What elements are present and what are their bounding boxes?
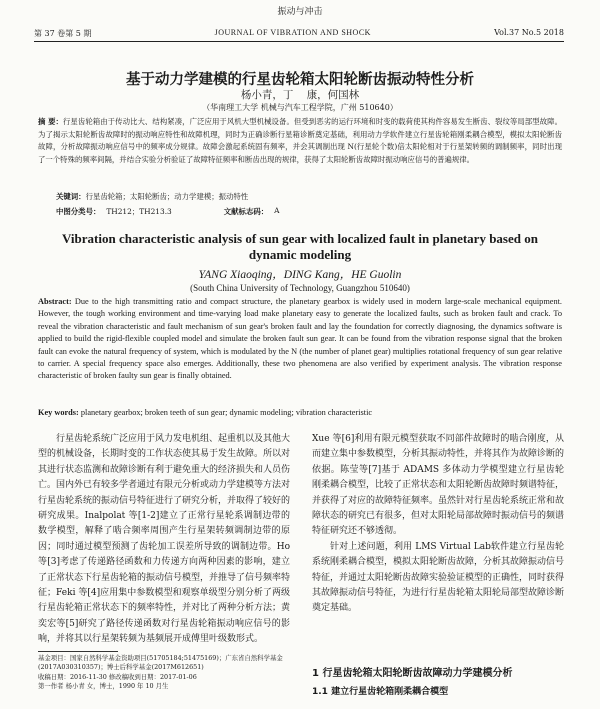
- chinese-affiliation: （华南理工大学 机械与汽车工程学院，广州 510640）: [202, 103, 398, 112]
- doc-code-label: 文献标志码：: [223, 207, 269, 216]
- chinese-keywords: [56, 191, 248, 202]
- chinese-keywords-label: 关键词：: [56, 192, 86, 201]
- clc-value: TH212；TH213.3: [106, 207, 172, 216]
- chinese-keywords-text: 行星齿轮箱；太阳轮断齿；动力学建模；振动特性: [85, 192, 249, 201]
- english-abstract-text: Due to the high transmitting ratio and compact structure, the planetary gearbox is widely used in modern large-scale mechanical equipment. However, the tough working environment and time-varying load make planetary easy to generate the localized faults, such as broken fault and crack. To reveal the vibration characteristic and fault mechanism of sun gear's broken fault and lay the foundation for correctly diagnosing, the dynamics software is applied to build the rigid-flexible coupled model and simulate the broken fault sun gear. It can be found from the vibration response signal that the broken fault can evoke the natural frequency of system, which is modulated by the N (the number of planet gear) multiplies rotational frequency of sun gear relative to carrier. A special frequency space also emerges. Additionally, these two phenomena are also verified by experiment analysis. The vibration response characteristic of broken faulty sun gear is finally obtained.: [38, 297, 562, 381]
- chinese-authors: 杨小青，丁 康，何国林: [240, 89, 360, 101]
- body-right-continuation: Xue 等[6]利用有限元模型获取不同部件故障时的啮合刚度，从而建立集中参数模型，分析其振动特性，并将其作为故障诊断的依据。陈莹等[7]基于 ADAMS 多体动力学模型建立行星齿轮刚柔耦合模型，比较了正常状态和太阳轮断齿故障时频谱特征，并获得了对应的故障特征频率。虽然针对行星齿轮系统正常和故障状态的研究已有很多，但对太阳轮局部故障时振动信号的频谱特征研究还不够透彻。: [312, 434, 565, 537]
- body-right-paragraph: 针对上述问题，利用 LMS Virtual Lab软件建立行星齿轮系统刚柔耦合模型，模拟太阳轮断齿故障，分析其故障振动信号特征，并通过太阳轮断齿故障实验验证模型的正确性，同时获得其故障振动信号特征，为进行行星齿轮箱太阳轮局部型故障诊断奠定基础。: [312, 541, 565, 614]
- english-abstract: [38, 296, 562, 383]
- header-issue: 第 37 卷第 5 期: [34, 29, 92, 38]
- doc-code-value: A: [274, 206, 280, 215]
- footnote-divider: [38, 651, 118, 652]
- english-abstract-label: Abstract:: [38, 297, 72, 306]
- chinese-abstract-label: 摘 要：: [38, 117, 63, 126]
- journal-header: [34, 28, 564, 42]
- english-keywords: [38, 408, 562, 417]
- english-keywords-label: Key words:: [38, 408, 79, 417]
- english-authors: YANG Xiaoqing，DING Kang，HE Guolin: [198, 269, 402, 281]
- english-keywords-text: planetary gearbox; broken teeth of sun gear; dynamic modeling; vibration characteristic: [80, 408, 373, 417]
- footnote: 基金项目：国家自然科学基金资助项目(51705184;51475169)；广东省自然科学基金(2017A030310357)；博士后科学基金(2017M612651) 收稿日期：2016-11-30 修改稿收到日期：2017-01-06 第一作者 杨小青 女，博士，1990 年 10 月生: [38, 654, 283, 690]
- english-title: Vibration characteristic analysis of sun gear with localized fault in planetary based on dynamic modeling: [62, 231, 538, 262]
- classification-line: [56, 206, 279, 217]
- section-heading-1-1: 1.1 建立行星齿轮箱刚柔耦合模型: [312, 687, 449, 697]
- header-volume: Vol.37 No.5 2018: [494, 28, 564, 37]
- header-journal-name: JOURNAL OF VIBRATION AND SHOCK: [214, 28, 371, 37]
- section-heading-1: 1 行星齿轮箱太阳轮断齿故障动力学建模分析: [312, 668, 513, 679]
- body-right-column: [312, 432, 564, 617]
- running-title: 振动与冲击: [277, 7, 323, 17]
- body-left-column: 行星齿轮系统广泛应用于风力发电机组、起重机以及其他大型的机械设备，长期时变的工作状态使其易于发生故障。所以对其进行状态监测和故障诊断有利于避免重大的经济损失和人员伤亡。国内外已有较多学者通过有限元分析或动力学建模等方法对行星齿轮系统的振动信号特征进行了研究分析，并取得了较好的研究成果。Inalpolat 等[1-2]建立了正常行星轮系调制边带的数学模型，解释了啮合频率周围产生行星架转频调制边带的原因；同时通过模型预测了齿轮加工误差所导致的调制边带。Ho 等[3]考虑了传递路径函数和力传递方向两种因素的影响，建立了正常状态下行星齿轮箱的振动信号模型，并推导了信号频率特征；Feki 等[4]应用集中参数模型和观察单级型分别分析了两级行星齿轮箱正常状态下的频率特性，并对比了两种分析方法；黄奕宏等[5]研究了路径传递函数对行星齿轮箱振动响应信号的影响，并将其以行星架转频为基频展开成傅里叶级数形式。: [38, 434, 291, 645]
- chinese-title: 基于动力学建模的行星齿轮箱太阳轮断齿振动特性分析: [126, 72, 474, 88]
- chinese-abstract-text: 行星齿轮箱由于传动比大、结构紧凑，广泛应用于风机大型机械设备。但受到恶劣的运行环境和时变的载荷使其构件容易发生断齿、裂纹等局部型故障。为了揭示太阳轮断齿故障时的振动响应特性和故障机理，同时为正确诊断行星箱诊断奠定基础，利用动力学软件建立行星齿轮箱刚柔耦合模型，模拟太阳轮断齿故障，分析故障振动响应信号中的频率成分规律。故障会激起系统固有频率，并会其调制出现 N(行星轮个数)倍太阳轮相对于行星架转频的调制频率，同时出现了一个特殊的频率间隔，并结合实验分析验证了故障特征频率和断齿出现的规律，获得了太阳轮断齿故障时振动响应信号的普遍规律。: [38, 117, 562, 164]
- chinese-abstract: [38, 116, 562, 166]
- english-affiliation: (South China University of Technology, Guangzhou 510640): [190, 283, 410, 293]
- clc-label: 中图分类号：: [56, 207, 101, 216]
